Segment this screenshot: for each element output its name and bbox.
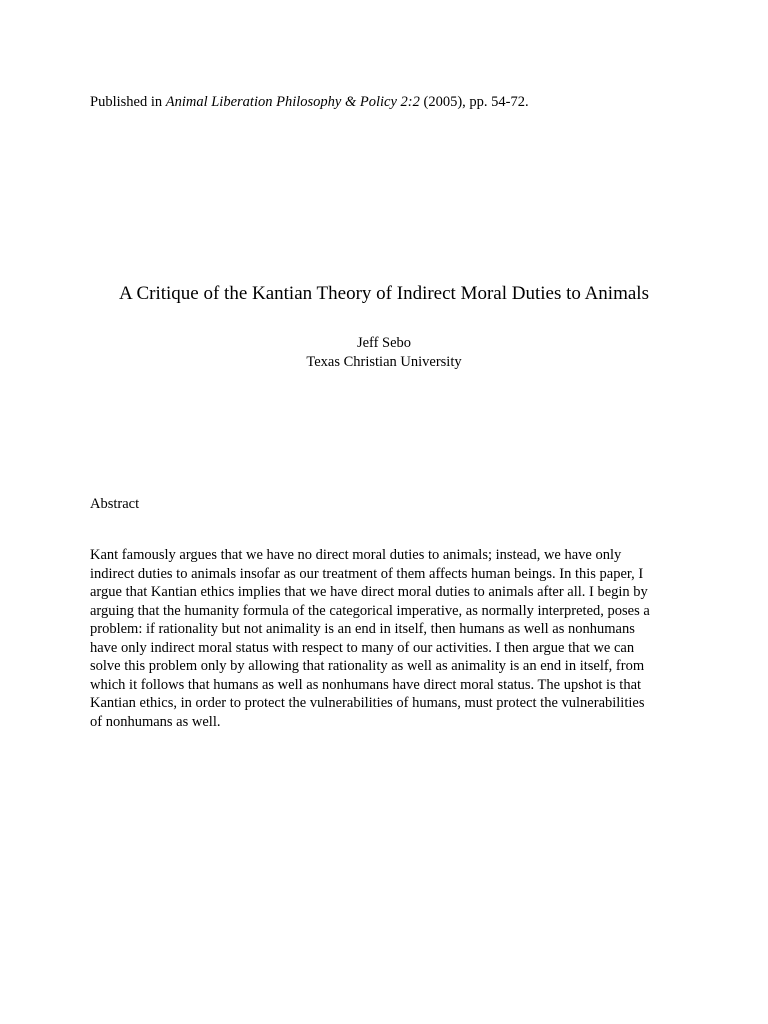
journal-name: Animal Liberation Philosophy & Policy 2:2 <box>165 94 420 110</box>
abstract-line: of nonhumans as well. <box>90 713 221 730</box>
abstract-line: which it follows that humans as well as nonhumans have direct moral status. The upshot is that <box>90 676 642 693</box>
abstract-heading: Abstract <box>90 496 140 512</box>
author-affiliation: Texas Christian University <box>306 354 462 370</box>
publication-prefix: Published in <box>90 94 166 110</box>
author-name: Jeff Sebo <box>356 335 412 351</box>
publication-info <box>90 92 529 112</box>
abstract-line: problem: if rationality but not animality is an end in itself, then humans as well as nonhumans <box>90 621 635 637</box>
abstract-line: indirect duties to animals insofar as our treatment of them affects human beings. In this paper, I <box>90 565 644 582</box>
abstract-line: argue that Kantian ethics implies that we have direct moral duties to animals after all. I begin by <box>90 584 648 600</box>
paper-title: A Critique of the Kantian Theory of Indirect Moral Duties to Animals <box>119 283 649 304</box>
abstract-line: solve this problem only by allowing that rationality as well as animality is an end in itself, from <box>90 658 645 674</box>
abstract-line: have only indirect moral status with respect to many of our activities. I then argue that we can <box>90 639 635 656</box>
abstract-line: Kant famously argues that we have no direct moral duties to animals; instead, we have only <box>90 547 622 563</box>
abstract-line: Kantian ethics, in order to protect the vulnerabilities of humans, must protect the vulnerabilities <box>90 695 645 711</box>
abstract-body <box>90 546 690 731</box>
abstract-line: arguing that the humanity formula of the categorical imperative, as normally interpreted, poses a <box>90 602 650 619</box>
publication-suffix: (2005), pp. 54-72. <box>419 94 529 110</box>
